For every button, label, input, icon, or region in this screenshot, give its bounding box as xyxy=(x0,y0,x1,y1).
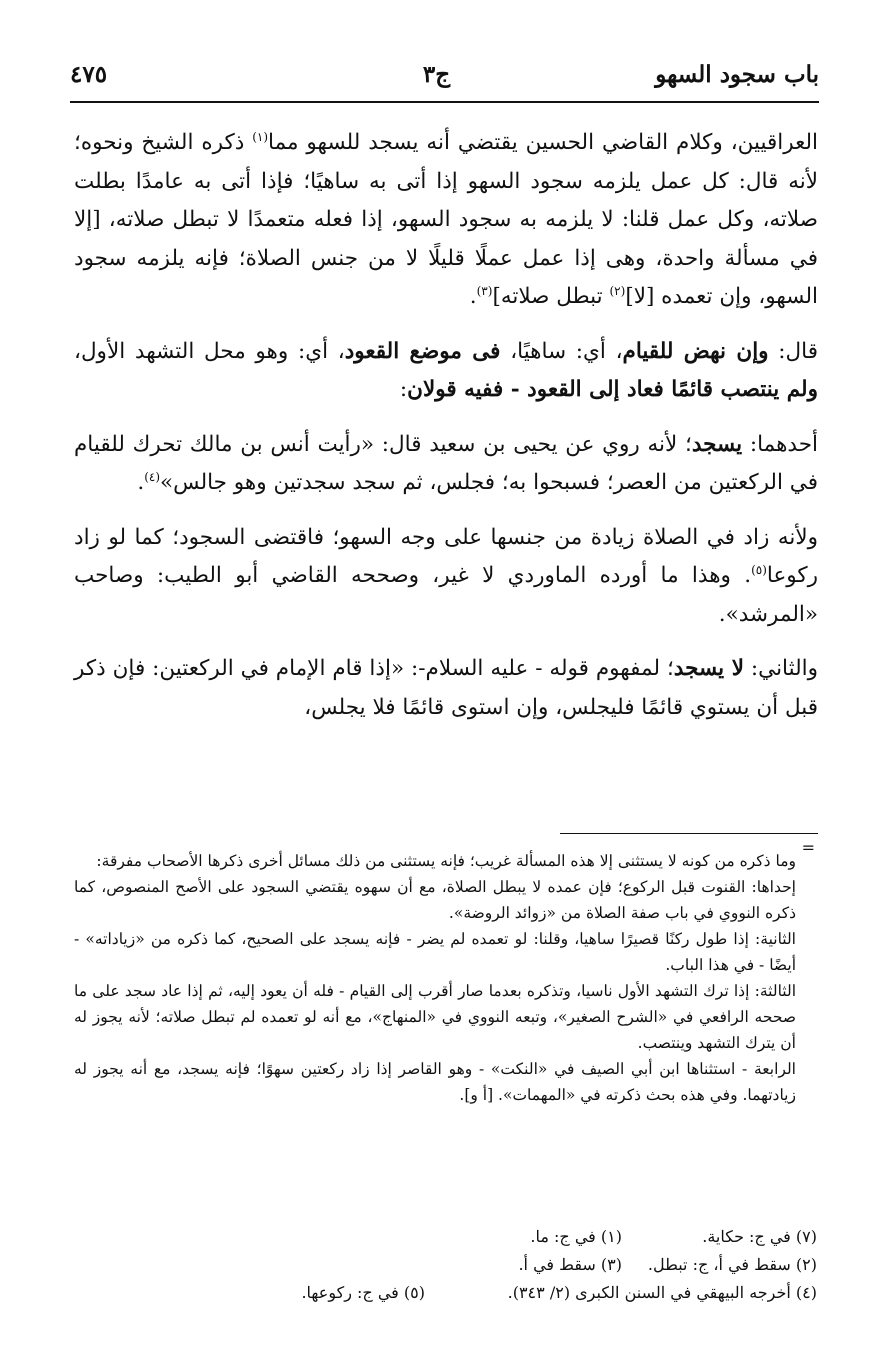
reference-row xyxy=(117,1251,817,1279)
text-span: ؛ لأنه روي عن يحيى بن سعيد قال: «رأيت أنس بن مالك تحرك للقيام في الركعتين من العصر؛ فسبحوا به؛ فجلس، ثم سجد سجدتين وهو جالس» xyxy=(74,431,818,495)
matn-text: يسجد xyxy=(691,431,743,457)
reference-note: (٧) في ج: حكاية. xyxy=(702,1227,817,1246)
chapter-title: باب سجود السهو xyxy=(655,61,819,88)
text-span: تبطل صلاته] xyxy=(492,284,610,309)
reference-note: (١) في ج: ما. xyxy=(530,1227,622,1246)
reference-note: (٤) أخرجه البيهقي في السنن الكبرى (٢/ ٣٤٣). xyxy=(507,1283,817,1302)
footnote-ref-1: (١) xyxy=(252,129,269,144)
footnote-ref-5: (٥) xyxy=(751,562,767,577)
matn-text: لا يسجد xyxy=(673,656,744,681)
text-span: . وهذا ما أورده الماوردي لا غير، وصححه القاضي أبو الطيب: وصاحب «المرشد». xyxy=(74,563,818,627)
text-span: . xyxy=(469,284,477,309)
paragraph-1 xyxy=(74,124,818,317)
reference-row xyxy=(117,1223,817,1251)
matn-text: وإن نهض للقيام xyxy=(622,338,769,364)
footnote-ref-4: (٤) xyxy=(144,469,161,484)
paragraph-2 xyxy=(74,333,818,410)
text-span: ، أي: وهو محل التشهد الأول، xyxy=(74,338,345,364)
footnote-item-3: الثالثة: إذا ترك التشهد الأول ناسيا، وتذكره بعدما صار أقرب إلى القيام - فله أن يعود إليه، ثم إذا عاد سجد على ما صححه الرافعي في «الشرح الصغير»، وتبعه النووي في «المنهاج»، مع أنه لو تعمده لم تبطل صلاته؛ لأنه يجوز له أن يترك التشهد وينتصب. xyxy=(74,982,796,1052)
volume-label: ج٣ xyxy=(422,61,451,88)
text-span: العراقيين، وكلام القاضي الحسين يقتضي أنه يسجد للسهو مما xyxy=(268,130,818,155)
matn-text: فى موضع القعود xyxy=(344,338,501,364)
text-span: ، أي: ساهيًا، xyxy=(500,338,623,364)
footnote-ref-3: (٣) xyxy=(476,283,493,298)
footnote-item-2: الثانية: إذا طول ركنًا قصيرًا ساهيا، وقلنا: لو تعمده لم يضر - فإنه يسجد على الصحيح، كما ذكره من «زياداته» - أيضًا - في هذا الباب. xyxy=(74,930,796,974)
paragraph-5 xyxy=(74,650,818,727)
main-text xyxy=(74,124,818,743)
footnotes xyxy=(74,848,796,1108)
footnote-item-4: الرابعة - استثناها ابن أبي الصيف في «النكت» - وهو القاصر إذا زاد ركعتين سهوًا؛ فإنه يسجد، مع أنه يجوز له زيادتهما. وفي هذه بحث ذكرته في «المهمات». [أ و]. xyxy=(74,1060,796,1104)
reference-note: (٢) سقط في أ، ج: تبطل. xyxy=(647,1255,817,1274)
text-span: ؛ لمفهوم قوله - عليه السلام-: «إذا قام الإمام في الركعتين: فإن ذكر قبل أن يستوي قائمًا فليجلس، وإن استوى قائمًا فلا يجلس، xyxy=(74,656,818,720)
reference-row xyxy=(117,1279,817,1307)
reference-note: (٣) سقط في أ. xyxy=(518,1255,622,1274)
text-span: : xyxy=(399,377,408,402)
footnote-ref-2: (٢) xyxy=(609,283,626,298)
text-span: قال: xyxy=(768,338,819,364)
text-span: والثاني: xyxy=(743,656,818,681)
footnote-continuation: وما ذكره من كونه لا يستثنى إلا هذه المسألة غريب؛ فإنه يستثنى من ذلك مسائل أخرى ذكرها الأصحاب مفرقة: xyxy=(96,852,796,870)
reference-notes xyxy=(117,1223,817,1307)
text-span: أحدهما: xyxy=(742,431,818,457)
reference-note: (٥) في ج: ركوعها. xyxy=(301,1283,425,1302)
continuation-mark: = xyxy=(801,838,815,857)
footnote-rule xyxy=(560,833,818,834)
footnote-item-1: إحداها: القنوت قبل الركوع؛ فإن عمده لا يبطل الصلاة، مع أن سهوه يقتضي السجود على الأصح المنصوص، كما ذكره النووي في باب صفة الصلاة من «زوائد الروضة». xyxy=(74,878,796,922)
text-span: . xyxy=(137,470,145,495)
text-span: ولأنه زاد في الصلاة زيادة من جنسها على وجه السهو؛ فاقتضى السجود؛ كما لو زاد ركوعا xyxy=(74,524,818,588)
header-rule xyxy=(70,101,819,103)
paragraph-3 xyxy=(74,426,818,503)
page-number: ٤٧٥ xyxy=(70,61,108,88)
paragraph-4 xyxy=(74,519,818,635)
matn-text: ولم ينتصب قائمًا فعاد إلى القعود - ففيه قولان xyxy=(407,377,818,402)
text-span: ذكره الشيخ ونحوه؛ لأنه قال: كل عمل يلزمه سجود السهو إذا أتى به ساهيًا؛ فإذا أتى به عامدًا بطلت صلاته، وكل عمل قلنا: لا يلزمه به سجود السهو، إذا فعله متعمدًا لا تبطل صلاته، [إلا في مسألة واحدة، وهى إذا عمل عملًا قليلًا لا من جنس الصلاة؛ فإنه يلزمه سجود السهو، وإن تعمده [لا] xyxy=(74,130,818,309)
